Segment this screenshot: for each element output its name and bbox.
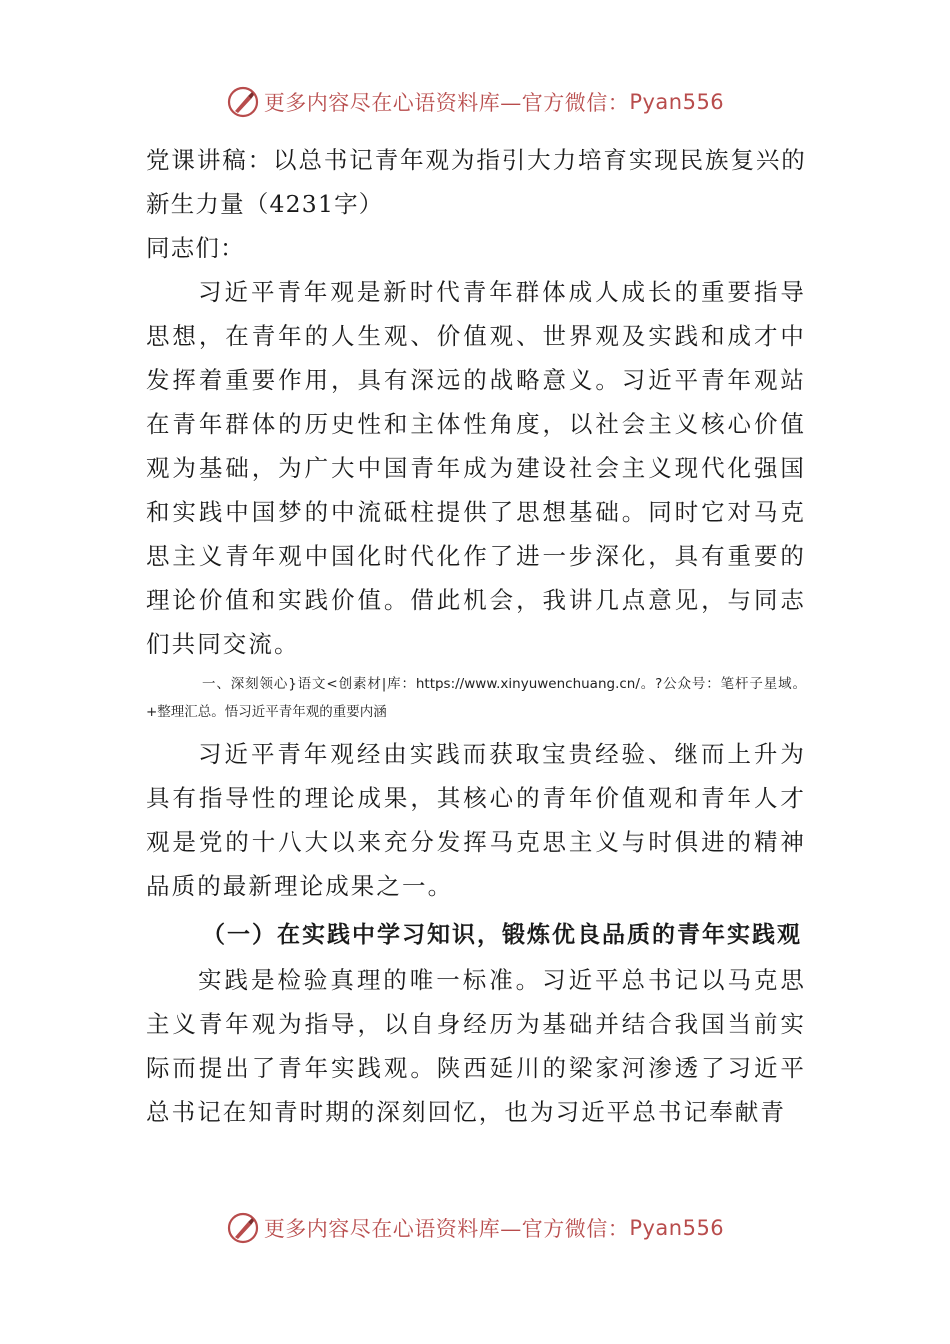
subsection-paragraph: 实践是检验真理的唯一标准。习近平总书记以马克思主义青年观为指导，以自身经历为基础并结合我国当前实际而提出了青年实践观。陕西延川的梁家河渗透了习近平总书记在知青时期的深刻回忆，也为习近平总书记奉献青 [146,966,806,1126]
subheading-one: （一）在实践中学习知识，锻炼优良品质的青年实践观 [202,922,802,948]
pen-circle-logo-icon [226,1211,260,1245]
greeting: 同志们： [146,234,245,262]
header-banner [0,82,950,122]
banner-wechat-id: Pyan556 [629,1216,725,1240]
banner-text: 更多内容尽在心语资料库—官方微信： [263,91,630,115]
section-one-heading: 一、深刻领心}语文<创素材|库：https://www.xinyuwenchuang.cn/。?公众号：笔杆子星域。+整理汇总。悟习近平青年观的重要内涵 [146,676,806,720]
footer-banner [0,1208,950,1248]
pen-circle-logo-icon [226,85,260,119]
banner-text: 更多内容尽在心语资料库—官方微信： [263,1217,630,1241]
document-body [146,138,806,1134]
document-title: 党课讲稿：以总书记青年观为指引大力培育实现民族复兴的新生力量（4231字） [146,146,806,218]
intro-paragraph: 习近平青年观是新时代青年群体成人成长的重要指导思想，在青年的人生观、价值观、世界观及实践和成才中发挥着重要作用，具有深远的战略意义。习近平青年观站在青年群体的历史性和主体性角度，以社会主义核心价值观为基础，为广大中国青年成为建设社会主义现代化强国和实践中国梦的中流砥柱提供了思想基础。同时它对马克思主义青年观中国化时代化作了进一步深化，具有重要的理论价值和实践价值。借此机会，我讲几点意见，与同志们共同交流。 [146,278,806,658]
banner-wechat-id: Pyan556 [629,90,725,114]
section-one-paragraph: 习近平青年观经由实践而获取宝贵经验、继而上升为具有指导性的理论成果，其核心的青年价值观和青年人才观是党的十八大以来充分发挥马克思主义与时俱进的精神品质的最新理论成果之一。 [146,740,806,900]
